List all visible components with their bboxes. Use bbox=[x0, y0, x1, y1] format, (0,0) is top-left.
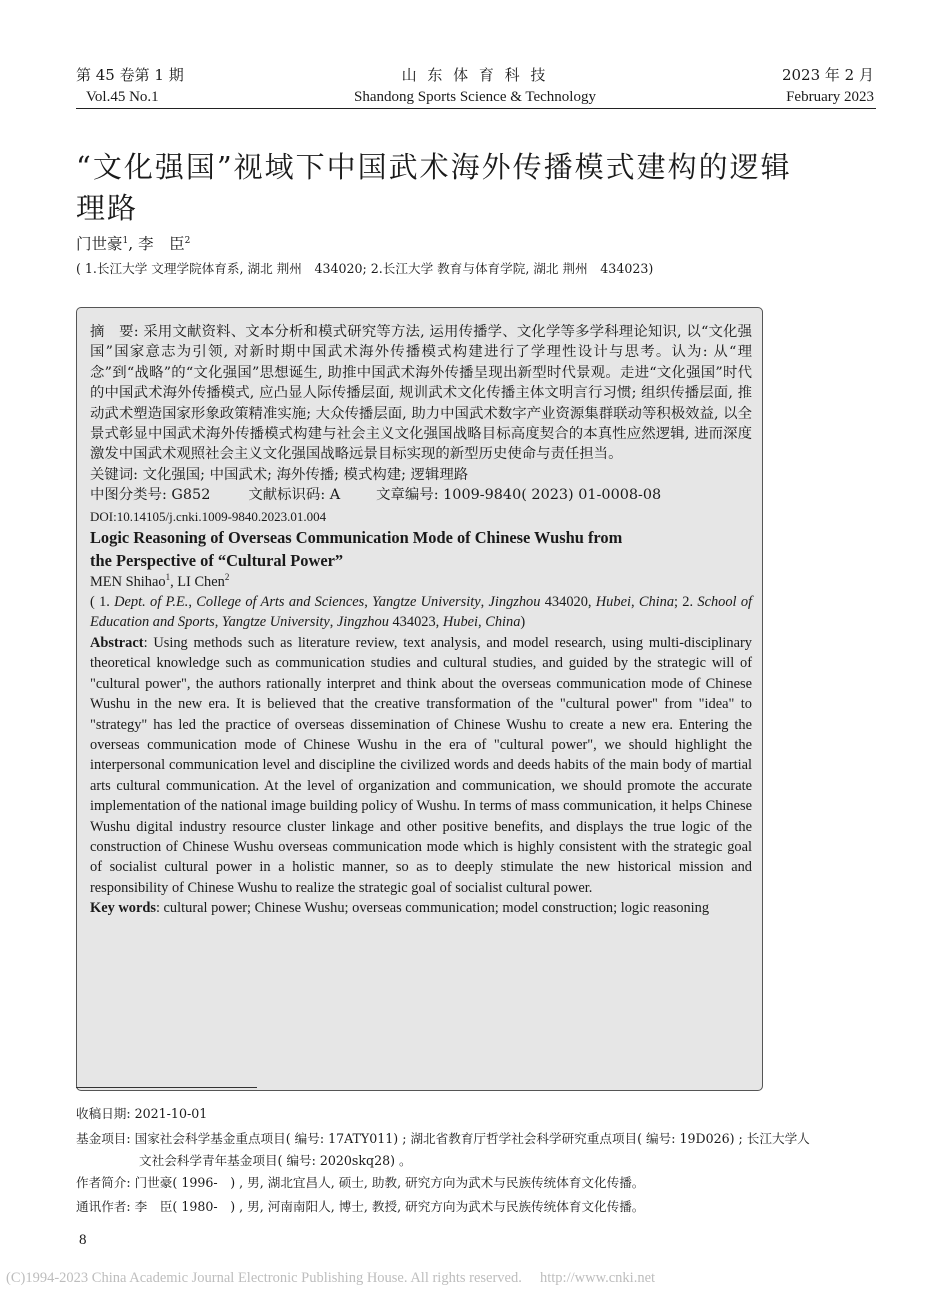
header-date-en: February 2023 bbox=[786, 89, 874, 105]
keywords-cn bbox=[90, 465, 752, 485]
footnote-received: 收稿日期: 2021-10-01 bbox=[76, 1106, 208, 1121]
abstract-en bbox=[90, 633, 752, 898]
author-name: LI Chen bbox=[177, 573, 225, 590]
footnote-fund-cont: 文社会科学青年基金项目( 编号: 2020skq28) 。 bbox=[139, 1153, 412, 1168]
keywords-cn-text: 文化强国; 中国武术; 海外传播; 模式构建; 逻辑理路 bbox=[138, 466, 469, 483]
article-number-value: 1009-9840( 2023) 01-0008-08 bbox=[438, 487, 662, 504]
abstract-cn bbox=[90, 322, 752, 465]
abstract-en-label: Abstract bbox=[90, 634, 144, 651]
abstract-en-text: : Using methods such as literature review, text analysis, and model research, using multi-disciplinary theoretical knowledge such as communication studies and cultural studies, and guided by the strategic will of "cultural power", the authors rationally interpret and think about the overseas communication mode of Chinese Wushu in the new era. It is believed that the creative transformation of the "cultural power" from "idea" to "strategy" has led the practice of overseas dissemination of Chinese Wushu to create a new era. Entering the overseas communication mode of Chinese Wushu in the era of "cultural power", we should highlight the interpersonal communication level and discipline the civilized words and deeds habits of the main body of martial arts cultural communication. At the level of organization and communication, we should promote the accurate implementation of the national image building policy of Wushu. In terms of mass communication, it helps Chinese Wushu digital industry resource cluster linkage and other positive benefits, and displays the true logic of the construction of Chinese Wushu overseas communication mode which is highly consistent with the strategic goal of socialist cultural power in a holistic manner, so as to deeply stimulate the new historical mission and responsibility of Chinese Wushu to realize the strategic goal of socialist cultural power. bbox=[90, 634, 752, 896]
article-title-line2: 理路 bbox=[76, 191, 139, 225]
header-volume-cn: 第 45 卷第 1 期 bbox=[76, 66, 184, 84]
article-title-line1: “文化强国”视域下中国武术海外传播模式建构的逻辑 bbox=[76, 150, 792, 184]
author-sup: 2 bbox=[224, 571, 230, 582]
doc-code-value: A bbox=[325, 487, 341, 504]
doi: DOI:10.14105/j.cnki.1009-9840.2023.01.004 bbox=[90, 508, 327, 524]
author-sup: 1 bbox=[165, 571, 171, 582]
classification-line bbox=[90, 485, 752, 505]
header-volume-en: Vol.45 No.1 bbox=[86, 89, 159, 105]
header-journal-cn: 山 东 体 育 科 技 bbox=[401, 66, 549, 84]
footnote-fund: 基金项目: 国家社会科学基金重点项目( 编号: 17ATY011) ; 湖北省教育厅哲学社会科学研究重点项目( 编号: 19D026) ; 长江大学人 bbox=[76, 1131, 810, 1146]
english-title: Logic Reasoning of Overseas Communication Mode of Chinese Wushu from the Perspective of “Cultural Power” bbox=[90, 527, 623, 570]
abstract-cn-label: 摘 要: bbox=[90, 324, 139, 340]
author-name: MEN Shihao bbox=[90, 573, 166, 590]
author-name: 门世豪 bbox=[76, 235, 123, 253]
abstract-box bbox=[76, 307, 763, 1091]
keywords-en-text: : cultural power; Chinese Wushu; overseas communication; model construction; logic reasoning bbox=[155, 900, 710, 917]
copyright-watermark: (C)1994-2023 China Academic Journal Electronic Publishing House. All rights reserved. http://www.cnki.net bbox=[6, 1270, 656, 1286]
authors-cn: 门世豪$^1$, 李 臣$^2$ bbox=[76, 235, 191, 253]
clc-value: G852 bbox=[166, 487, 211, 504]
keywords-cn-label: 关键词: bbox=[90, 466, 139, 483]
footnote-rule bbox=[76, 1087, 257, 1088]
header-date-cn: 2023 年 2 月 bbox=[781, 66, 874, 84]
clc-label: 中图分类号: bbox=[90, 487, 167, 504]
affiliation-cn: ( 1.长江大学 文理学院体育系, 湖北 荆州 434020; 2.长江大学 教育与体育学院, 湖北 荆州 434023) bbox=[76, 261, 654, 276]
header-journal-en: Shandong Sports Science & Technology bbox=[354, 89, 596, 105]
abstract-cn-text: 采用文献资料、文本分析和模式研究等方法, 运用传播学、文化学等多学科理论知识, 以“文化强国”国家意志为引领, 对新时期中国武术海外传播模式构建进行了学理性设计与思考。认为: 从“理念”到“战略”的“文化强国”思想诞生, 助推中国武术海外传播呈现出新型时代景观。走进“文化强国”时代的中国武术海外传播模式, 应凸显人际传播层面, 规训武术文化传播主体文明言行习惯; 组织传播层面, 推动武术塑造国家形象政策精准实施; 大众传播层面, 助力中国武术数字产业资源集群联动等积极效益, 以全景式彰显中国武术海外传播模式构建与社会主义文化强国战略目标高度契合的本真性应然逻辑, 进而深度激发中国武术观照社会主义文化强国战略远景目标实现的新型历史使命与责任担当。 bbox=[90, 324, 752, 463]
affiliation-en: ( 1. Dept. of P.E., College of Arts and Sciences, Yangtze University, Jingzhou 434020, Hubei, China; 2. School of Education and Sports, Yangtze University, Jingzhou 434023, Hubei, China) bbox=[90, 594, 753, 631]
header-rule bbox=[76, 108, 876, 109]
keywords-en-label: Key words bbox=[90, 900, 156, 917]
author-sup: 1 bbox=[122, 236, 129, 246]
footnote-corresponding: 通讯作者: 李 臣( 1980- ) , 男, 河南南阳人, 博士, 教授, 研究方向为武术与民族传统体育文化传播。 bbox=[76, 1199, 645, 1214]
footnote-author-bio: 作者简介: 门世豪( 1996- ) , 男, 湖北宜昌人, 硕士, 助教, 研究方向为武术与民族传统体育文化传播。 bbox=[76, 1175, 645, 1190]
doc-code-label: 文献标识码: bbox=[248, 487, 326, 504]
author-sup: 2 bbox=[184, 236, 191, 246]
page-number: 8 bbox=[79, 1232, 87, 1248]
keywords-en bbox=[90, 898, 752, 918]
author-name: 李 臣 bbox=[138, 235, 185, 253]
article-number-label: 文章编号: bbox=[376, 487, 439, 504]
authors-en: MEN Shihao$^1$, LI Chen$^2$ bbox=[90, 571, 230, 590]
